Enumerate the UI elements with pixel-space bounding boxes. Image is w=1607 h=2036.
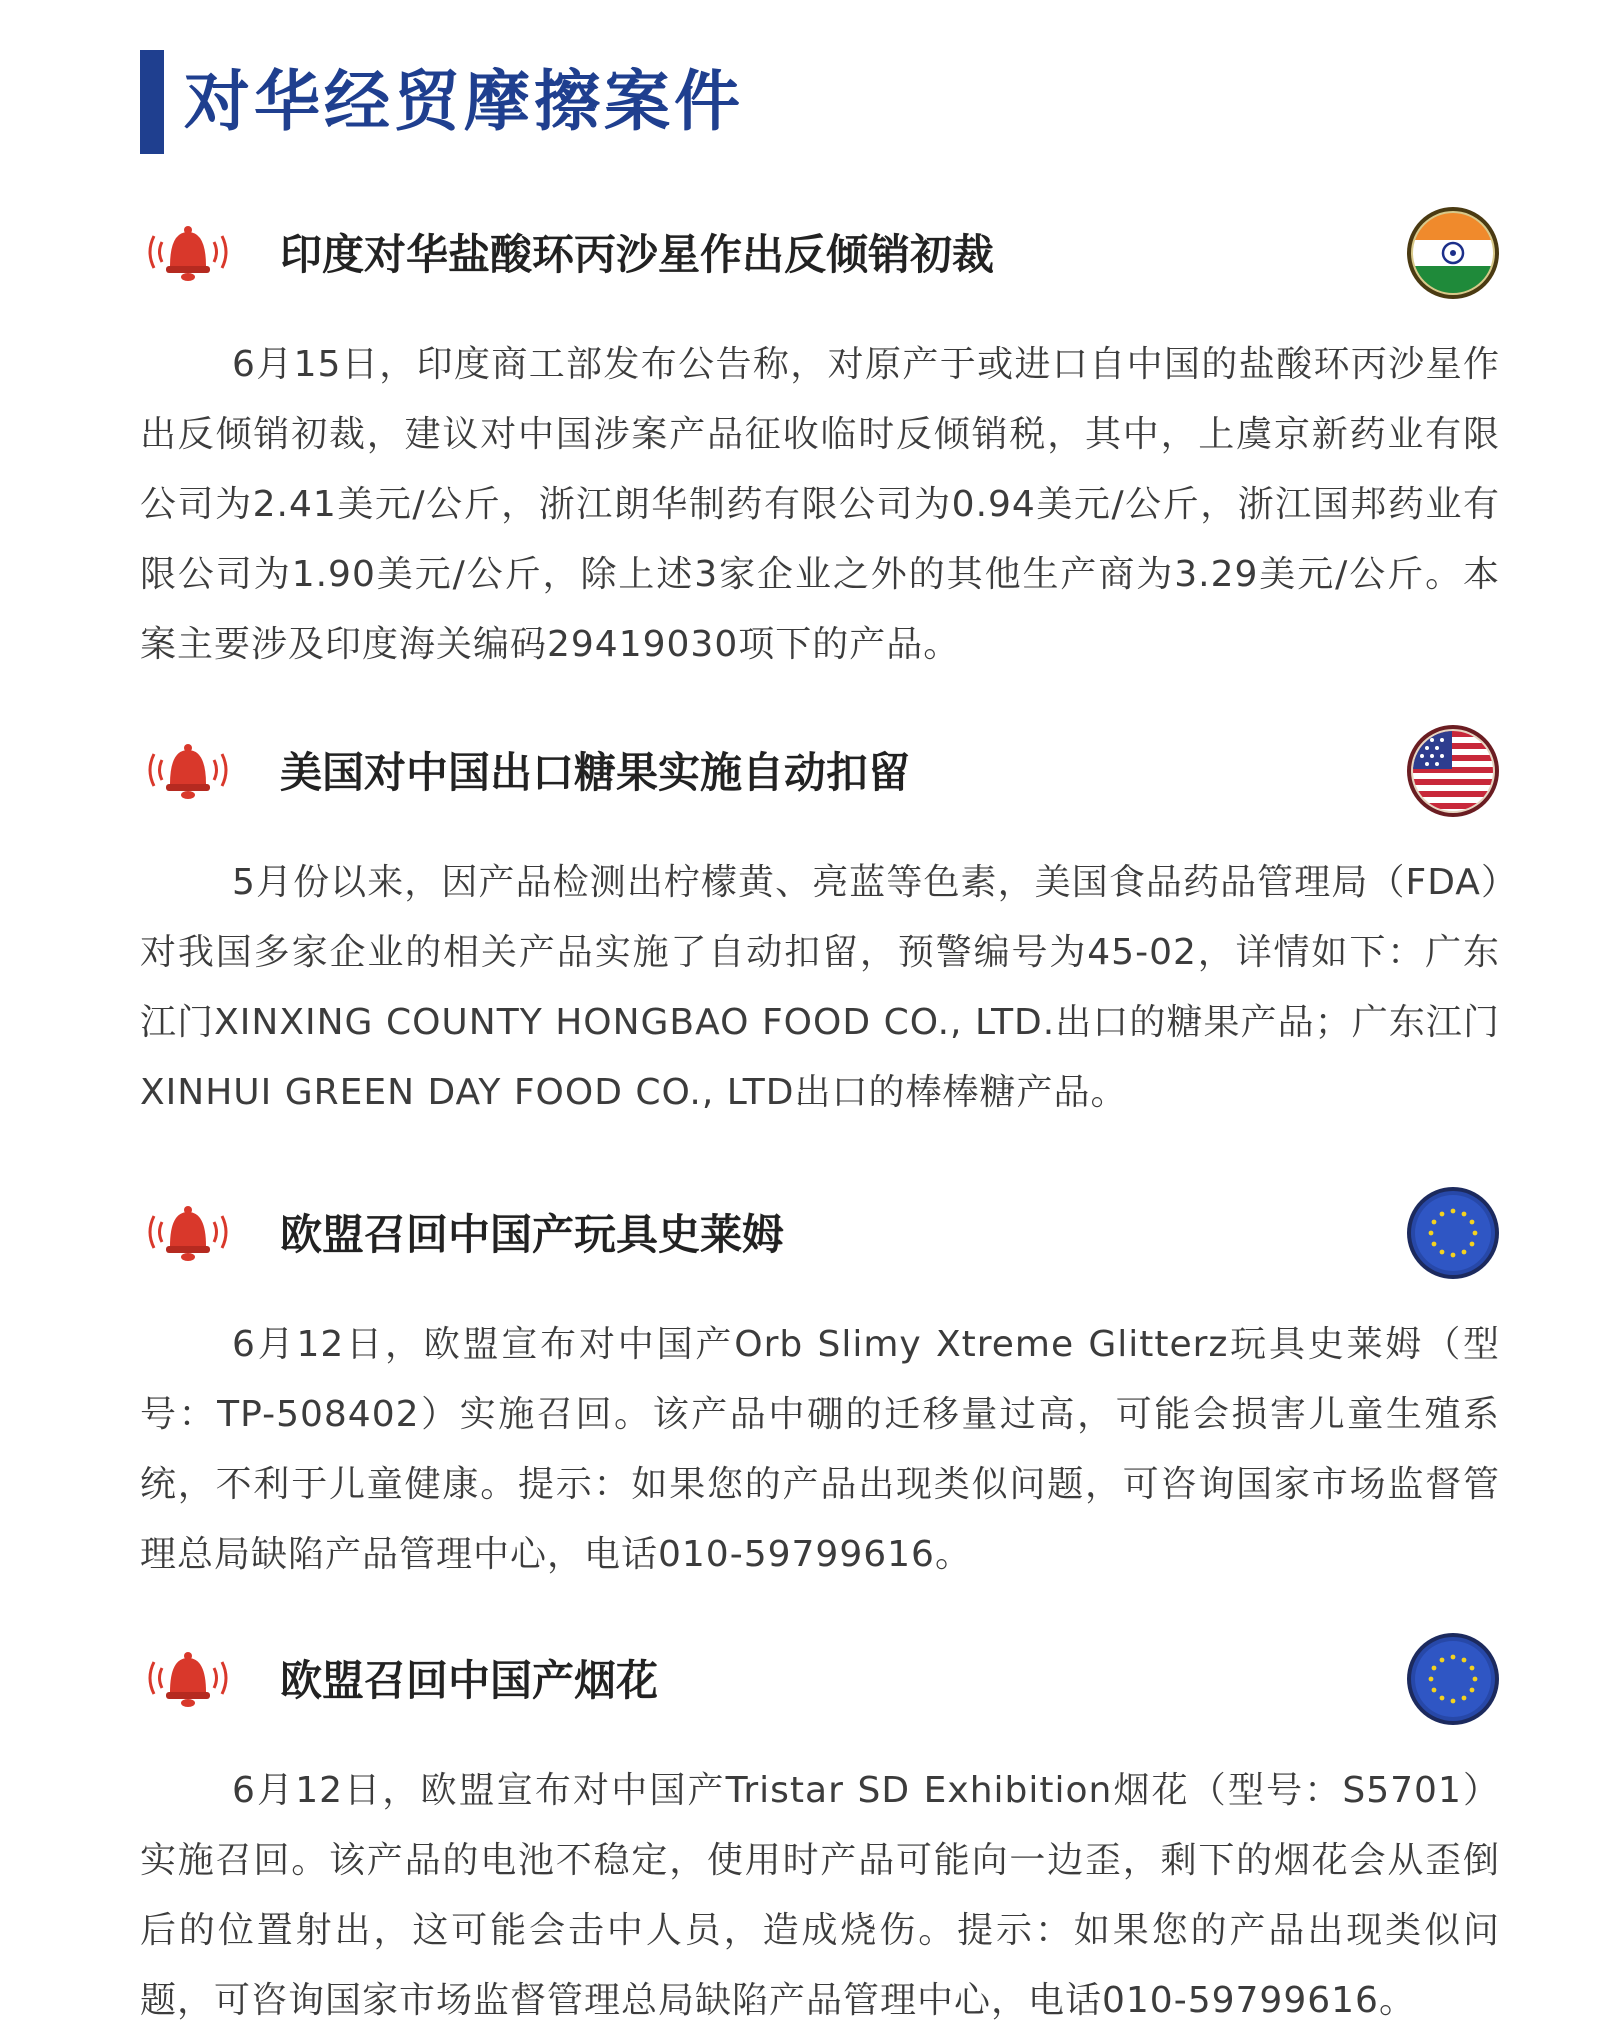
case-title: 印度对华盐酸环丙沙星作出反倾销初裁: [280, 230, 995, 279]
case-title: 欧盟召回中国产玩具史莱姆: [280, 1210, 785, 1259]
usa-flag-icon: [1406, 724, 1500, 818]
case-header: [140, 1190, 1500, 1282]
page-title: 对华经贸摩擦案件: [184, 63, 744, 140]
page-header: [140, 50, 744, 154]
case-title: 美国对中国出口糖果实施自动扣留: [280, 748, 911, 797]
header-accent-bar: [140, 50, 164, 154]
case-item: [140, 1190, 1500, 1590]
india-flag-icon: [1406, 206, 1500, 300]
case-item: [140, 210, 1500, 680]
case-header: [140, 1636, 1500, 1728]
case-item: [140, 1636, 1500, 2036]
case-item: [140, 728, 1500, 1128]
case-body: 6月12日，欧盟宣布对中国产Orb Slimy Xtreme Glitterz玩具史莱姆（型号：TP-508402）实施召回。该产品中硼的迁移量过高，可能会损害儿童生殖系统，不利于儿童健康。提示：如果您的产品出现类似问题，可咨询国家市场监督管理总局缺陷产品管理中心，电话010-59799616。: [140, 1324, 1500, 1575]
alarm-bell-icon: [140, 222, 236, 282]
eu-flag-icon: [1406, 1632, 1500, 1726]
case-body: 5月份以来，因产品检测出柠檬黄、亮蓝等色素，美国食品药品管理局（FDA）对我国多家企业的相关产品实施了自动扣留，预警编号为45-02，详情如下：广东江门XINXING COUNTY HONGBAO FOOD CO., LTD.出口的糖果产品；广东江门XINHUI GREEN DAY FOOD CO., LTD出口的棒棒糖产品。: [140, 862, 1500, 1113]
eu-flag-icon: [1406, 1186, 1500, 1280]
case-header: [140, 728, 1500, 820]
case-body: 6月12日，欧盟宣布对中国产Tristar SD Exhibition烟花（型号：S5701）实施召回。该产品的电池不稳定，使用时产品可能向一边歪，剩下的烟花会从歪倒后的位置射出，这可能会击中人员，造成烧伤。提示：如果您的产品出现类似问题，可咨询国家市场监督管理总局缺陷产品管理中心，电话010-59799616。: [140, 1770, 1500, 2021]
case-header: [140, 210, 1500, 302]
case-body: 6月15日，印度商工部发布公告称，对原产于或进口自中国的盐酸环丙沙星作出反倾销初裁，建议对中国涉案产品征收临时反倾销税，其中，上虞京新药业有限公司为2.41美元/公斤，浙江朗华制药有限公司为0.94美元/公斤，浙江国邦药业有限公司为1.90美元/公斤，除上述3家企业之外的其他生产商为3.29美元/公斤。本案主要涉及印度海关编码29419030项下的产品。: [140, 344, 1500, 665]
case-title: 欧盟召回中国产烟花: [280, 1656, 659, 1705]
alarm-bell-icon: [140, 1648, 236, 1708]
alarm-bell-icon: [140, 740, 236, 800]
alarm-bell-icon: [140, 1202, 236, 1262]
